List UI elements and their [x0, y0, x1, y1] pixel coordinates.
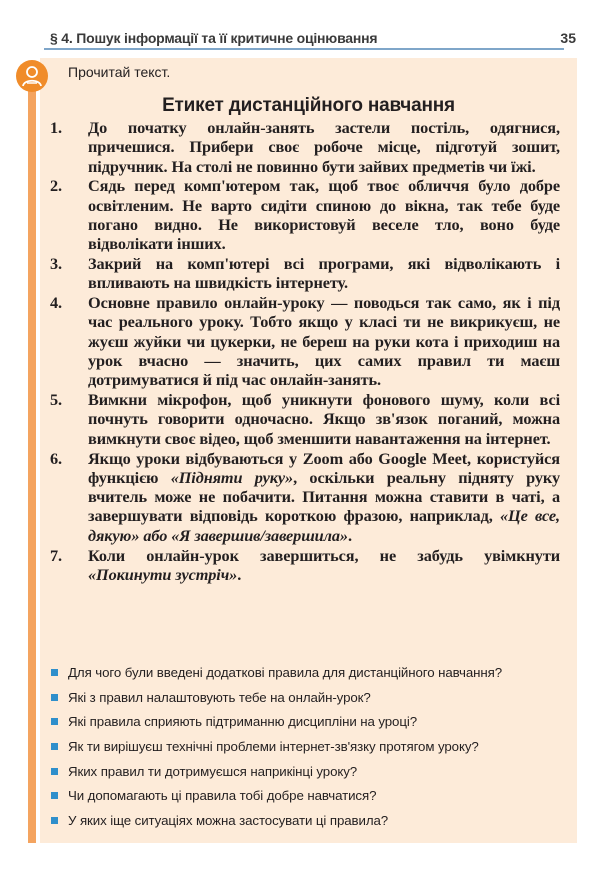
question-text: Які правила сприяють підтриманню дисципліни на уроці? — [68, 714, 418, 730]
question-text: Чи допомагають ці правила тобі добре навчатися? — [68, 788, 377, 804]
square-bullet-icon — [51, 694, 58, 701]
rule-emphasis: «Це все, дякую» або «Я завершив/завершила» — [88, 506, 560, 545]
question-text: Для чого були введені додаткові правила для дистанційного навчання? — [68, 665, 503, 680]
question-item — [50, 713, 570, 738]
article-title: Етикет дистанційного навчання — [162, 95, 455, 116]
page-header — [44, 30, 580, 50]
header-divider — [44, 48, 564, 50]
square-bullet-icon — [51, 768, 58, 775]
rule-number: 3. — [50, 254, 63, 274]
question-text: Які з правил налаштовують тебе на онлайн-урок? — [68, 689, 371, 705]
section-title: § 4. Пошук інформації та її критичне оцінювання — [50, 30, 378, 46]
rule-text: . — [347, 525, 352, 545]
panel-accent-bar — [28, 88, 36, 843]
rule-item — [50, 176, 560, 253]
question-item — [50, 787, 570, 812]
question-item — [50, 664, 570, 689]
rule-text: Коли онлайн-урок завершиться, не забудь увімкнути — [88, 545, 560, 565]
question-text: У яких іще ситуаціях можна застосувати ці правила? — [68, 813, 389, 829]
rule-emphasis: «Покинути зустріч» — [88, 564, 238, 584]
square-bullet-icon — [51, 792, 58, 799]
rule-text: Якщо уроки відбуваються у Zoom або Google Meet, користуйся функцією — [88, 448, 560, 487]
question-item — [50, 812, 570, 837]
rule-number: 5. — [50, 390, 63, 410]
etiquette-rules-list — [50, 118, 560, 585]
square-bullet-icon — [51, 743, 58, 750]
rule-item — [50, 118, 560, 176]
rule-number: 2. — [50, 176, 63, 196]
rule-text: Вимкни мікрофон, щоб уникнути фонового шуму, коли всі почнуть говорити одночасно. Якщо зв'язок поганий, можна вимкнути своє відео, щоб зменшити навантаження на інтернет. — [88, 390, 560, 448]
rule-text: Закрий на комп'ютері всі програми, які відволікають і впливають на швидкість інтернету. — [88, 254, 560, 293]
rule-text: Основне правило онлайн-уроку — поводься так само, як і під час реального уроку. Тобто якщо у класі ти не викрикуєш, не жуєш жуйки чи цукерки, не береш на руки кота і приходиш на урок вчасно — значить, цих самих правил ти маєш дотримуватися й під час онлайн-занять. — [88, 293, 560, 390]
rule-text: Сядь перед комп'ютером так, щоб твоє обличчя було добре освітленим. Не варто сидіти спиною до вікна, так тебе буде погано видно. Не використовуй веселе тло, воно буде відволікати інших. — [88, 176, 560, 254]
rule-item — [50, 390, 560, 448]
square-bullet-icon — [51, 669, 58, 676]
questions-list — [50, 664, 570, 837]
page-number: 35 — [560, 30, 576, 46]
rule-item — [50, 449, 560, 545]
rule-number: 1. — [50, 118, 63, 137]
instruction-text: Прочитай текст. — [68, 64, 171, 80]
rule-number: 4. — [50, 293, 63, 313]
square-bullet-icon — [51, 817, 58, 824]
square-bullet-icon — [51, 718, 58, 725]
rule-item — [50, 546, 560, 585]
rule-emphasis: «Підняти руку» — [170, 467, 294, 487]
rule-text: , оскільки реальну підняту руку вчитель може не побачити. Питання можна ставити в чаті, а завершувати відповідь короткою фразою, наприклад, — [88, 467, 560, 526]
rule-item — [50, 293, 560, 389]
question-text: Яких правил ти дотримуєшся наприкінці уроку? — [68, 763, 358, 779]
rule-number: 7. — [50, 545, 63, 565]
reader-person-icon — [16, 60, 48, 92]
rule-text: До початку онлайн-занять застели постіль, одягнися, причешися. Прибери своє робоче місце, підготуй зошит, підручник. На столі не повинно бути зайвих предметів чи їжі. — [88, 118, 560, 176]
question-item — [50, 763, 570, 788]
rule-item — [50, 254, 560, 293]
question-item — [50, 738, 570, 763]
rule-text: . — [237, 564, 242, 584]
question-text: Як ти вирішуєш технічні проблеми інтернет-зв'язку протягом уроку? — [68, 739, 479, 755]
rule-number: 6. — [50, 448, 63, 468]
question-item — [50, 689, 570, 714]
